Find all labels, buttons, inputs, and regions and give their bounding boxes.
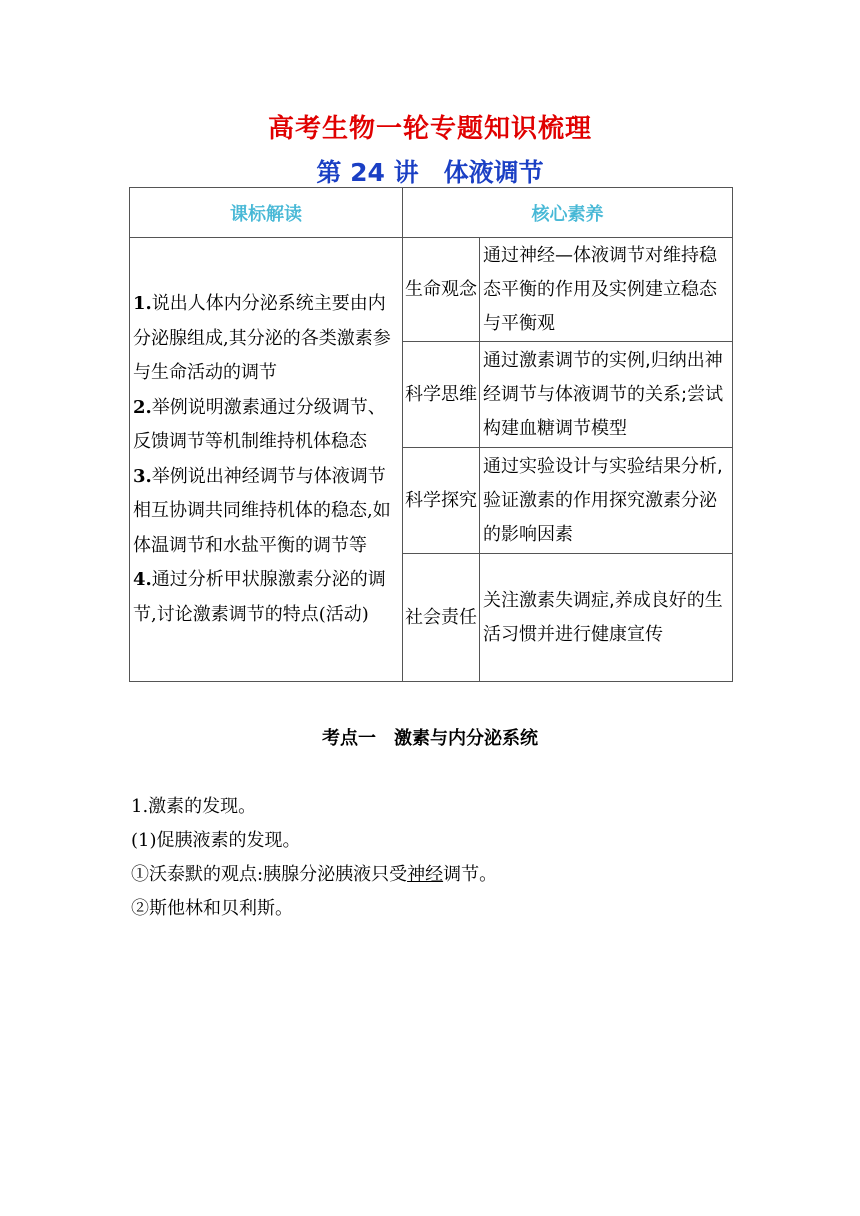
literacy-name: 社会责任 bbox=[403, 554, 480, 682]
literacy-name: 生命观念 bbox=[403, 238, 480, 342]
col-header-standards: 课标解读 bbox=[130, 188, 403, 238]
literacy-desc: 通过神经—体液调节对维持稳态平衡的作用及实例建立稳态与平衡观 bbox=[480, 238, 733, 342]
body-text-line: ①沃泰默的观点:胰腺分泌胰液只受神经调节。 bbox=[131, 864, 498, 885]
literacy-name: 科学思维 bbox=[403, 342, 480, 448]
body-text-line: ②斯他林和贝利斯。 bbox=[131, 898, 293, 919]
literacy-desc: 通过激素调节的实例,归纳出神经调节与体液调节的关系;尝试构建血糖调节模型 bbox=[480, 342, 733, 448]
document-title: 高考生物一轮专题知识梳理 bbox=[267, 114, 592, 144]
standard-item: 1.说出人体内分泌系统主要由内分泌腺组成,其分泌的各类激素参与生命活动的调节 bbox=[133, 293, 391, 383]
literacy-desc: 通过实验设计与实验结果分析,验证激素的作用探究激素分泌的影响因素 bbox=[480, 448, 733, 554]
literacy-name: 科学探究 bbox=[403, 448, 480, 554]
lecture-subtitle: 第 24 讲 体液调节 bbox=[316, 158, 544, 187]
standards-list bbox=[130, 238, 403, 682]
body-text-line: (1)促胰液素的发现。 bbox=[131, 830, 301, 851]
section-title: 考点一 激素与内分泌系统 bbox=[322, 728, 538, 749]
literacy-desc: 关注激素失调症,养成良好的生活习惯并进行健康宣传 bbox=[480, 554, 733, 682]
standards-table bbox=[129, 187, 733, 682]
col-header-literacy: 核心素养 bbox=[403, 188, 733, 238]
standard-item: 4.通过分析甲状腺激素分泌的调节,讨论激素调节的特点(活动) bbox=[133, 569, 386, 625]
standard-item: 3.举例说出神经调节与体液调节相互协调共同维持机体的稳态,如体温调节和水盐平衡的调节等 bbox=[133, 465, 391, 556]
standard-item: 2.举例说明激素通过分级调节、反馈调节等机制维持机体稳态 bbox=[133, 396, 386, 452]
body-text-line: 1.激素的发现。 bbox=[131, 796, 257, 817]
fill-blank-answer: 神经 bbox=[407, 864, 444, 885]
